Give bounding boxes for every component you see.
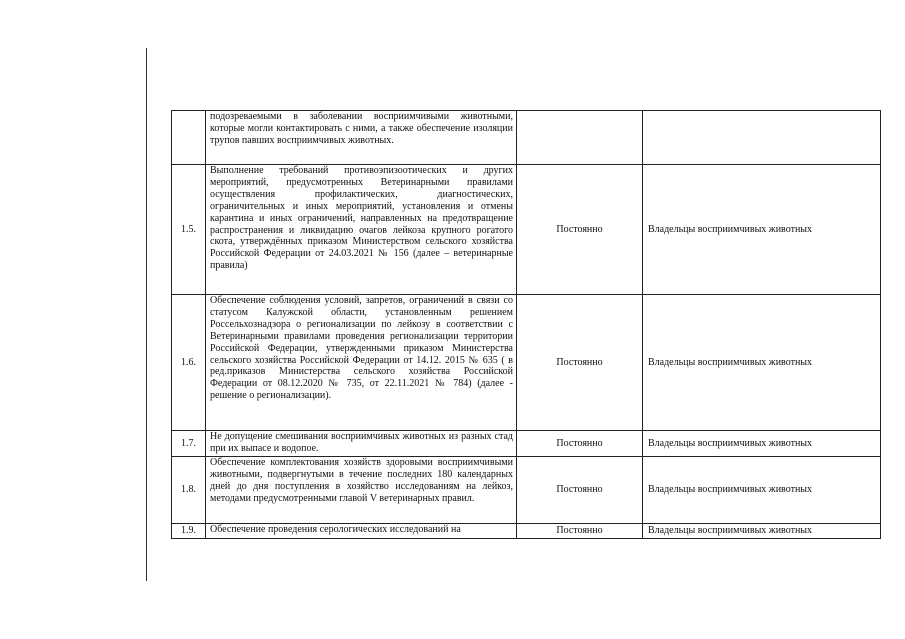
responsible-text: Владельцы восприимчивых животных xyxy=(648,223,813,235)
responsible-cell xyxy=(643,431,881,457)
measure-description-cell xyxy=(206,295,517,431)
measure-description-cell xyxy=(206,111,517,165)
measure-description-text: Обеспечение комплектования хозяйств здоровыми восприимчивыми животными, подвергнутыми в течение последних 180 календарных дней до дня поступления в хозяйство исследованиям на лейкоз, методами предусмотренными главой V ветеринарных правил. xyxy=(210,457,513,504)
measure-description-cell xyxy=(206,165,517,295)
measure-description-cell xyxy=(206,457,517,524)
table-row xyxy=(172,524,881,539)
table-row xyxy=(172,111,881,165)
measure-description-text: Обеспечение проведения серологических исследований на xyxy=(210,524,461,535)
responsible-text: Владельцы восприимчивых животных xyxy=(648,356,813,368)
responsible-cell xyxy=(643,524,881,539)
table-row xyxy=(172,165,881,295)
measure-description-cell xyxy=(206,524,517,539)
row-number-cell: 1.8. xyxy=(172,457,206,524)
row-number-cell xyxy=(172,111,206,165)
measure-description-text: подозреваемыми в заболевании восприимчивыми животными, которые могли контактировать с ними, а также обеспечение изоляции трупов павших восприимчивых животных. xyxy=(210,111,513,146)
measure-description-cell xyxy=(206,431,517,457)
row-number-cell: 1.9. xyxy=(172,524,206,539)
term-cell: Постоянно xyxy=(517,457,643,524)
measure-description-text: Выполнение требований противоэпизоотических и других мероприятий, предусмотренных Ветеринарными правилами осуществления профилактических, диагностических, ограничительных и иных мероприятий, установления и отмены карантина и иных ограничений, направленных на предотвращение распространения и ликвидацию очагов лейкоза крупного рогатого скота, утверждённых приказом Министерством сельского хозяйства Российской Федерации от 24.03.2021 № 156 (далее – ветеринарные правила) xyxy=(210,165,513,272)
term-cell: Постоянно xyxy=(517,524,643,539)
term-cell: Постоянно xyxy=(517,431,643,457)
table-row xyxy=(172,295,881,431)
row-number-cell: 1.6. xyxy=(172,295,206,431)
responsible-cell xyxy=(643,457,881,524)
term-cell xyxy=(517,111,643,165)
measures-table xyxy=(171,110,881,539)
table-row xyxy=(172,431,881,457)
responsible-text: Владельцы восприимчивых животных xyxy=(648,484,813,496)
term-cell: Постоянно xyxy=(517,165,643,295)
responsible-text: Владельцы восприимчивых животных xyxy=(648,437,813,449)
table-row xyxy=(172,457,881,524)
responsible-cell xyxy=(643,295,881,431)
responsible-cell xyxy=(643,111,881,165)
responsible-cell xyxy=(643,165,881,295)
measure-description-text: Не допущение смешивания восприимчивых животных из разных стад при их выпасе и водопое. xyxy=(210,431,513,454)
row-number-cell: 1.7. xyxy=(172,431,206,457)
measure-description-text: Обеспечение соблюдения условий, запретов, ограничений в связи со статусом Калужской области, установленным решением Россельхознадзора о регионализации по лейкозу в соответствии с Ветеринарными правилами проведения регионализации территории Российской Федерации, утвержденными приказом Министерства сельского хозяйства Российской Федерации от 14.12. 2015 № 635 ( в ред.приказов Министерства сельского хозяйства Российской Федерации от 08.12.2020 № 735, от 22.11.2021 № 784) (далее - решение о регионализации). xyxy=(210,295,513,402)
row-number-cell: 1.5. xyxy=(172,165,206,295)
term-cell: Постоянно xyxy=(517,295,643,431)
page-binding-line xyxy=(146,48,147,581)
responsible-text: Владельцы восприимчивых животных xyxy=(648,525,813,536)
